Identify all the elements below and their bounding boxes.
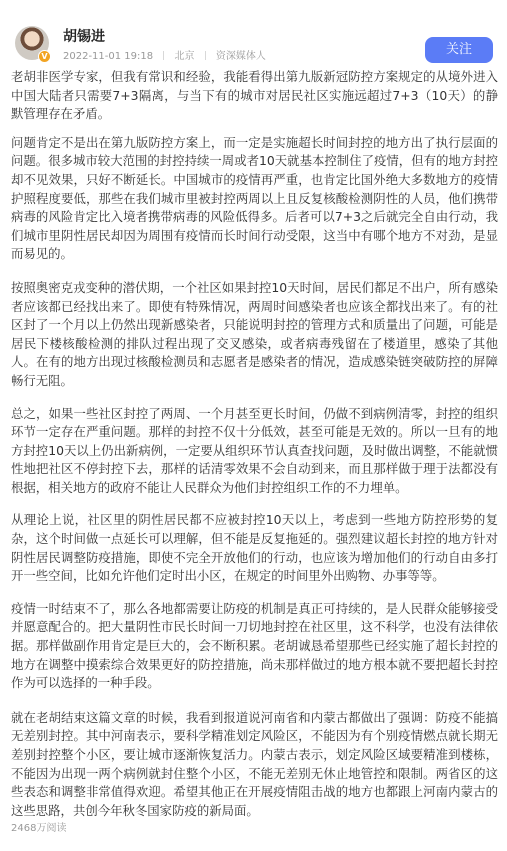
post-body xyxy=(11,68,498,834)
paragraph: 总之，如果一些社区封控了两周、一个月甚至更长时间，仍做不到病例清零，封控的组织环节一定存在严重问题。那样的封控不仅十分低效，甚至可能是无效的。所以一旦有的地方封控10天以上仍出新病例，一定要从组织环节认真查找问题，及时做出调整，不能就惯性地把社区不停封控下去，那样的话清零效果不会自动到来，而且那样做于理于法都没有根据，相关地方的政府不能让人民群众为他们封控组织工作的不力埋单。 xyxy=(11,405,498,495)
paragraph: 疫情一时结束不了，那么各地都需要让防疫的机制是真正可持续的，是人民群众能够接受并愿意配合的。把大量阴性市民长时间一刀切地封控在社区里，这不科学，也没有法律依据。那样做副作用肯定是巨大的，会不断积累。老胡诚恳希望那些已经实施了超长封控的地方在调整中摸索综合效果更好的防控措施，尚未那样做过的地方根本就不要把超长封控作为可以选择的一种手段。 xyxy=(11,600,498,691)
paragraph: 问题肯定不是出在第九版防控方案上，而一定是实施超长时间封控的地方出了执行层面的问题。很多城市较大范围的封控持续一周或者10天就基本控制住了疫情，但有的地方封控却不见效果，只好不断延长。中国城市的疫情再严重，也肯定比国外绝大多数地方的疫情护照程度要低，那些在我们城市里被封控两周以上且反复核酸检测阴性的人员，他们携带病毒的风险肯定比入境者携带病毒的风险低得多。后者可以7+3之后就完全自由行动，我们城市里阴性居民却因为周围有疫情而长时间行动受限，这当中有哪个地方不对劲，是显而易见的。 xyxy=(11,134,498,262)
author-name[interactable]: 胡锡进 xyxy=(63,29,105,45)
verified-badge-icon: V xyxy=(38,50,51,63)
author-title: 资深媒体人 xyxy=(215,51,266,62)
post-date: 2022-11-01 19:18 xyxy=(63,51,154,62)
post-location: 北京 xyxy=(174,51,195,62)
paragraph: 老胡非医学专家，但我有常识和经验，我能看得出第九版新冠防控方案规定的从境外进入中国大陆者只需要7+3隔离，与当下有的城市对居民社区实施远超过7+3（10天）的静默管理存在矛盾。 xyxy=(11,69,498,122)
read-count: 2468万阅读 xyxy=(11,823,67,834)
post-meta xyxy=(63,50,266,64)
paragraph: 就在老胡结束这篇文章的时候，我看到报道说河南省和内蒙古都做出了强调：防疫不能搞无差别封控。其中河南表示，要科学精准划定风险区，不能因为有个别疫情燃点就长期无差别封控整个小区，要让城市逐渐恢复活力。内蒙古表示，划定风险区域要精准到楼栋，不能因为出现一两个病例就封住整个小区，不能无差别无休止地管控和限制。两省区的这些表态和调整非常值得欢迎。希望其他正在开展疫情阻击战的地方也都跟上河南内蒙古的这些思路，共创今年秋冬国家防疫的新局面。 xyxy=(11,709,498,818)
paragraph: 从理论上说，社区里的阴性居民都不应被封控10天以上，考虑到一些地方防控形势的复杂，这个时间做一点延长可以理解，但不能是反复拖延的。强烈建议超长封控的地方针对阴性居民调整防疫措施，即使不完全开放他们的行动，也应该为增加他们的行动自由多打开一些空间，比如允许他们定时出小区，在规定的时间里外出购物、办事等等。 xyxy=(11,512,498,584)
meta-divider xyxy=(205,51,206,60)
post-header xyxy=(0,0,507,62)
follow-button[interactable]: 关注 xyxy=(425,37,493,63)
paragraph: 按照奥密克戎变种的潜伏期，一个社区如果封控10天时间，居民们都足不出户，所有感染者应该都已经找出来了。即使有特殊情况，两周时间感染者也应该全都找出来了。有的社区封了一个月以上仍然出现新感染者，只能说明封控的管理方式和质量出了问题，可能是居民下楼核酸检测的排队过程出现了交叉感染，或者病毒残留在了楼道里，感染了其他人。在有的地方出现过核酸检测员和志愿者是感染者的情况，造成感染链突破防控的屏障畅行无阻。 xyxy=(11,279,498,388)
meta-divider xyxy=(163,51,164,60)
